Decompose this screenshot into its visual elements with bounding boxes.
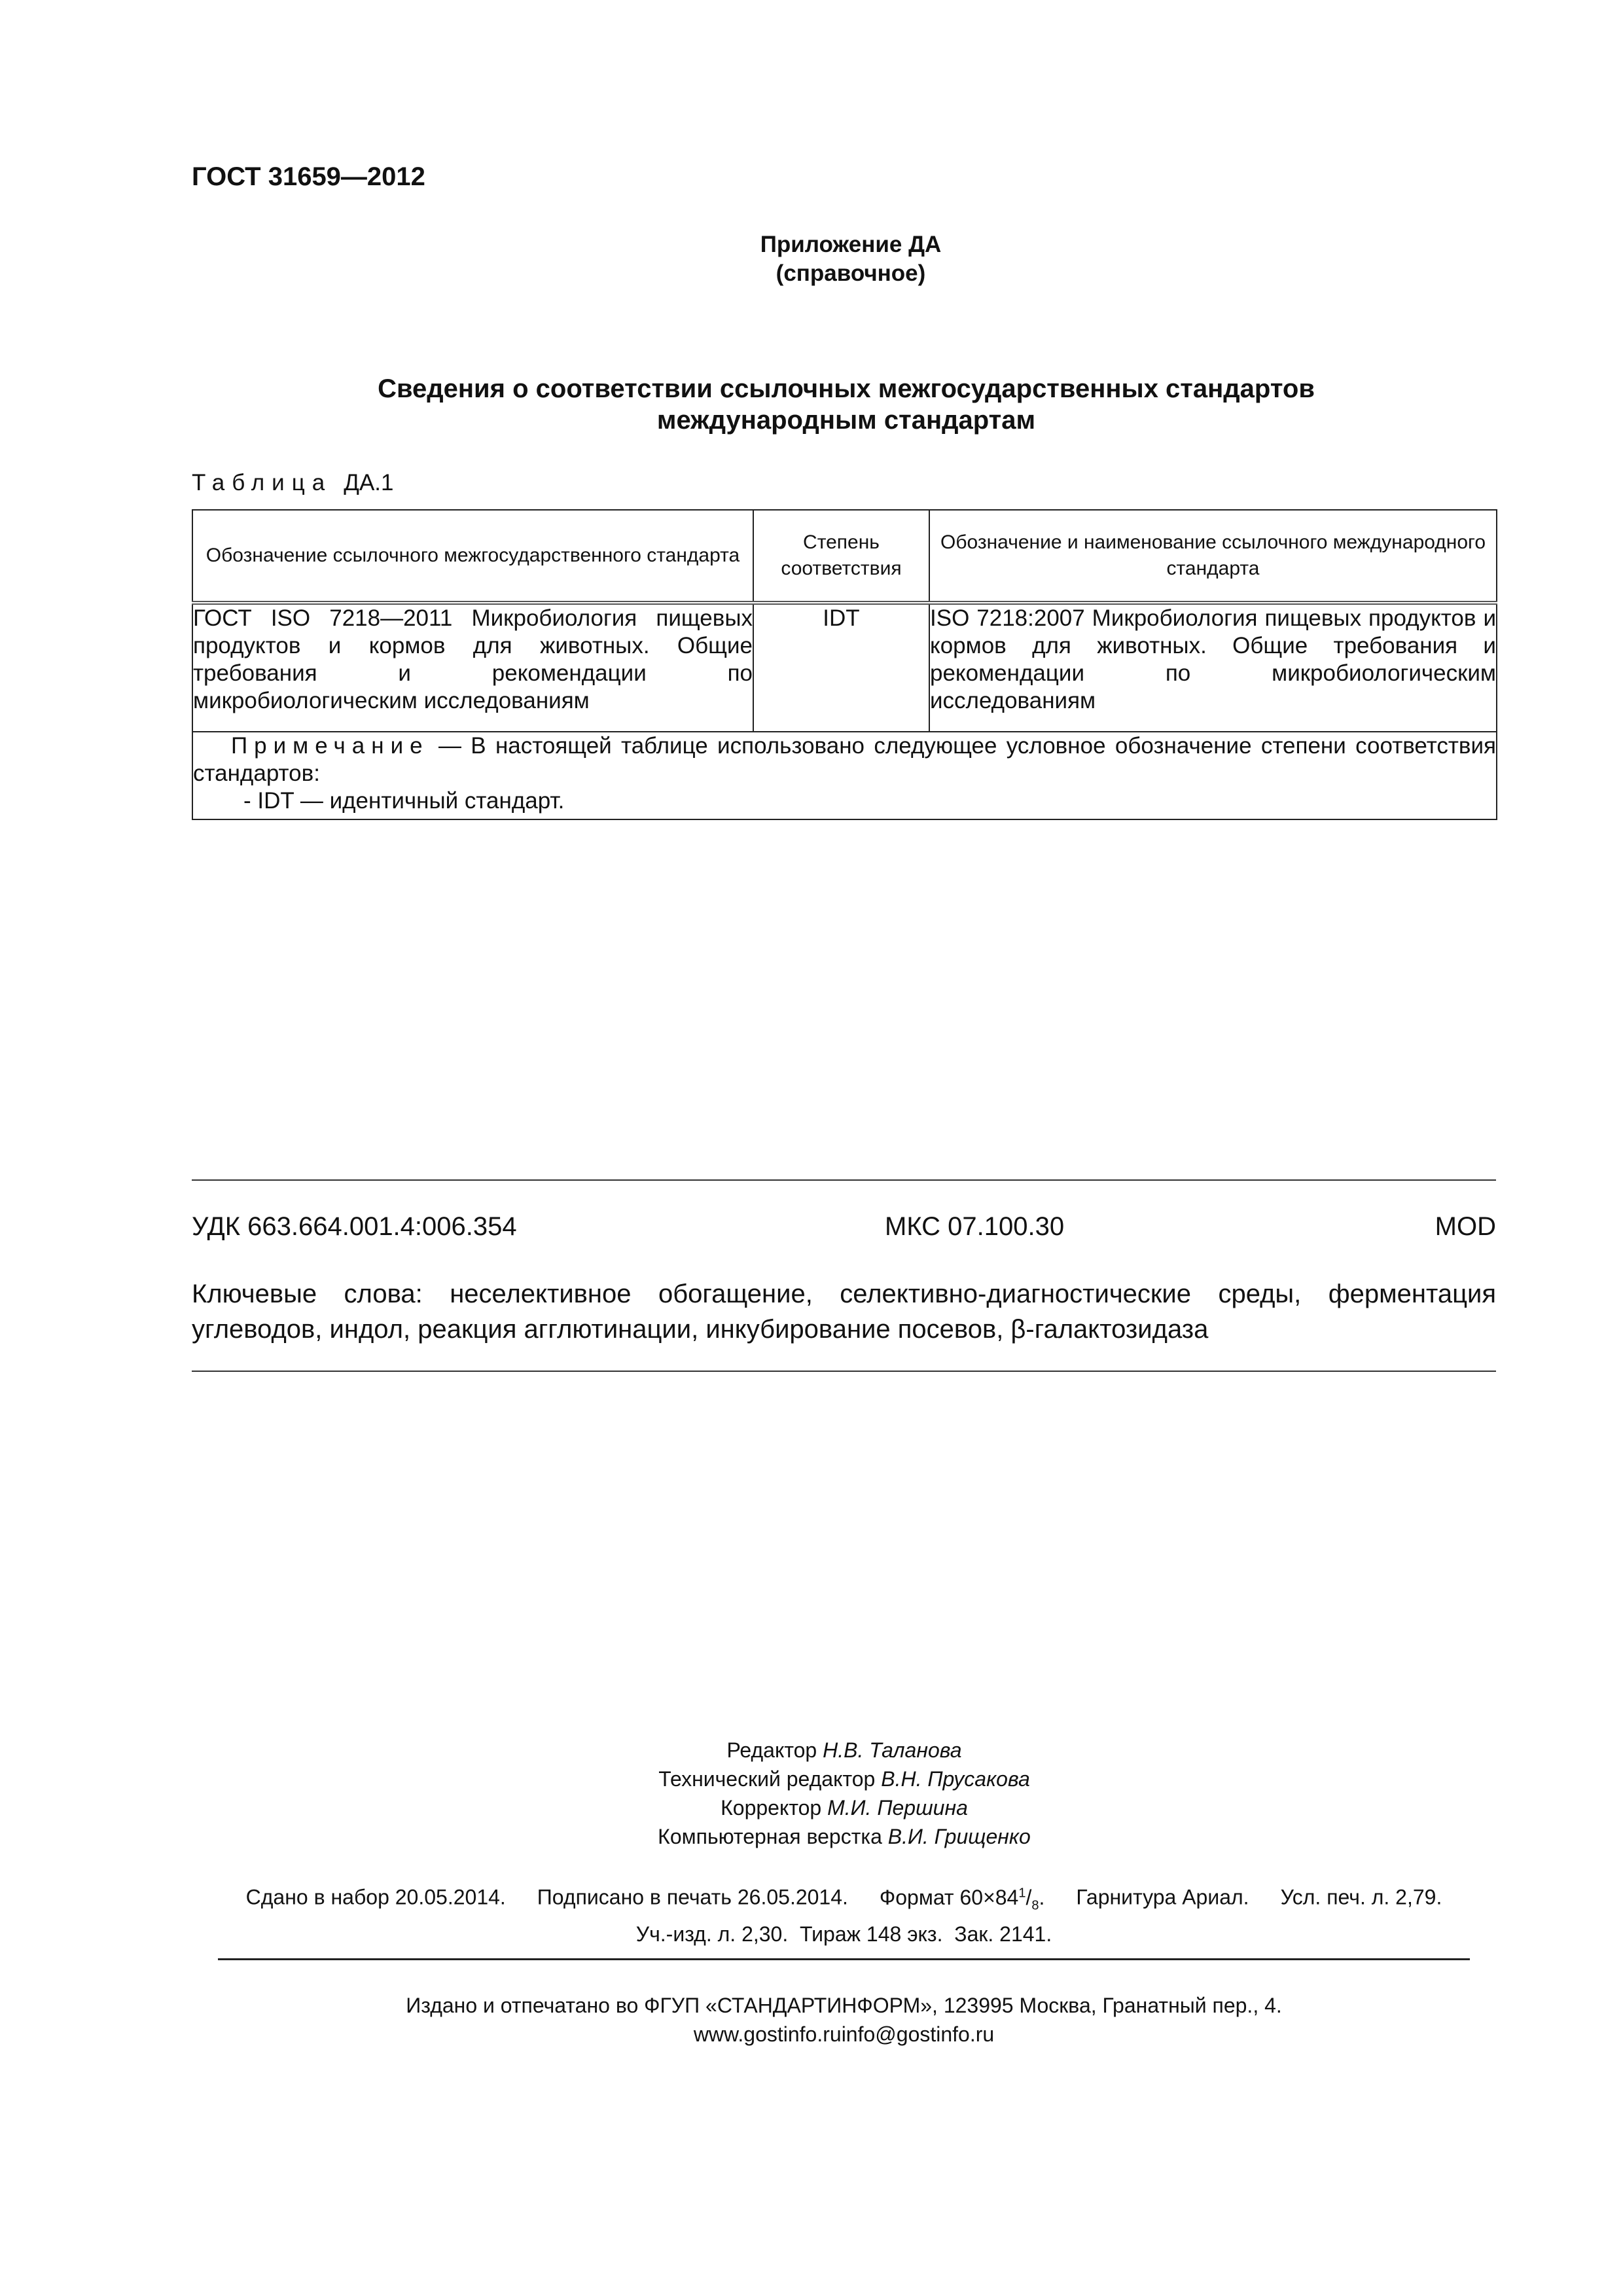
publisher-line: Издано и отпечатано во ФГУП «СТАНДАРТИНФОРМ», 123995 Москва, Гранатный пер., 4. bbox=[406, 1994, 1282, 2017]
imprint-set-date: Сдано в набор 20.05.2014. bbox=[245, 1885, 506, 1909]
correspondence-degree: MOD bbox=[1435, 1212, 1496, 1241]
table-note bbox=[192, 732, 1497, 819]
format-denominator: 8 bbox=[1031, 1898, 1039, 1913]
udk-code: УДК 663.664.001.4:006.354 bbox=[192, 1212, 517, 1241]
format-suffix: . bbox=[1039, 1885, 1045, 1909]
column-header-international: Обозначение и наименование ссылочного международного стандарта bbox=[929, 510, 1497, 603]
table-caption bbox=[192, 470, 393, 496]
imprint-order: Зак. 2141. bbox=[954, 1922, 1052, 1946]
imprint-format: Формат $60\times 84^1/_8$. bbox=[879, 1885, 1045, 1913]
document-code: ГОСТ 31659—2012 bbox=[192, 162, 425, 191]
imprint-signed-date: Подписано в печать 26.05.2014. bbox=[537, 1885, 848, 1909]
credit-name: В.Н. Прусакова bbox=[881, 1767, 1030, 1791]
appendix-title: Приложение ДА bbox=[760, 232, 942, 257]
imprint-print-sheets: Усл. печ. л. 2,79. bbox=[1280, 1885, 1442, 1909]
credit-tech-editor bbox=[524, 1765, 1165, 1793]
appendix-kind: (справочное) bbox=[776, 260, 926, 286]
column-header-interstate: Обозначение ссылочного межгосударственного стандарта bbox=[192, 510, 753, 603]
table-caption-word: Таблица bbox=[192, 470, 332, 495]
credit-role: Технический редактор bbox=[658, 1767, 876, 1791]
mks-code: МКС 07.100.30 bbox=[885, 1212, 1065, 1241]
credit-proofreader bbox=[524, 1793, 1165, 1822]
imprint-line-2 bbox=[192, 1920, 1496, 1948]
publisher-website: www.gostinfo.ru bbox=[693, 2022, 842, 2046]
appendix-heading bbox=[654, 230, 1047, 288]
publisher-contacts bbox=[192, 2020, 1496, 2049]
imprint-pub-sheets: Уч.-изд. л. 2,30. bbox=[635, 1922, 789, 1946]
keywords: Ключевые слова: неселективное обогащение, селективно-диагностические среды, ферментация углеводов, индол, реакция агглютинации, инкубирование посевов, β-галактозидаза bbox=[192, 1280, 1496, 1344]
editorial-credits bbox=[524, 1736, 1165, 1851]
note-label: Примечание bbox=[231, 733, 429, 759]
credit-name: Н.В. Таланова bbox=[823, 1738, 962, 1762]
credit-name: В.И. Грищенко bbox=[887, 1825, 1031, 1848]
imprint-line-1 bbox=[192, 1878, 1496, 1920]
note-text: — В настоящей таблице использовано следующее условное обозначение степени соответствия стандартов: bbox=[193, 733, 1496, 786]
credit-role: Корректор bbox=[721, 1796, 822, 1820]
imprint-divider bbox=[218, 1958, 1470, 1960]
format-prefix: Формат 60×84 bbox=[879, 1885, 1019, 1909]
cell-interstate-standard: ГОСТ ISO 7218—2011 Микробиология пищевых продуктов и кормов для животных. Общие требования и рекомендации по микробиологическим исследованиям bbox=[192, 603, 753, 732]
divider-bottom bbox=[192, 1371, 1496, 1372]
cell-degree: IDT bbox=[753, 603, 929, 732]
credit-editor bbox=[524, 1736, 1165, 1765]
publisher-info bbox=[192, 1991, 1496, 2049]
credit-role: Компьютерная верстка bbox=[658, 1825, 882, 1848]
imprint-circulation: Тираж 148 экз. bbox=[800, 1922, 943, 1946]
table-row bbox=[192, 603, 1497, 732]
divider-top bbox=[192, 1179, 1496, 1181]
page-title-line-2: международным стандартам bbox=[656, 406, 1036, 435]
table-note-row bbox=[192, 732, 1497, 819]
publisher-email: info@gostinfo.ru bbox=[841, 2022, 995, 2046]
credit-name: М.И. Першина bbox=[827, 1796, 968, 1820]
column-header-degree: Степень соответствия bbox=[753, 510, 929, 603]
format-numerator: 1 bbox=[1018, 1886, 1026, 1900]
reference-standards-table bbox=[192, 509, 1497, 820]
note-item: - IDT — идентичный стандарт. bbox=[243, 788, 565, 814]
print-imprint bbox=[192, 1878, 1496, 1948]
page-title bbox=[192, 373, 1501, 436]
cell-international-standard: ISO 7218:2007 Микробиология пищевых продуктов и кормов для животных. Общие требования и рекомендации по микробиологическим исследованиям bbox=[929, 603, 1497, 732]
credit-role: Редактор bbox=[726, 1738, 817, 1762]
page-title-line-1: Сведения о соответствии ссылочных межгосударственных стандартов bbox=[378, 374, 1315, 403]
table-header-row bbox=[192, 510, 1497, 603]
table-caption-number: ДА.1 bbox=[344, 470, 394, 495]
credit-layout bbox=[524, 1822, 1165, 1851]
imprint-font: Гарнитура Ариал. bbox=[1076, 1885, 1249, 1909]
